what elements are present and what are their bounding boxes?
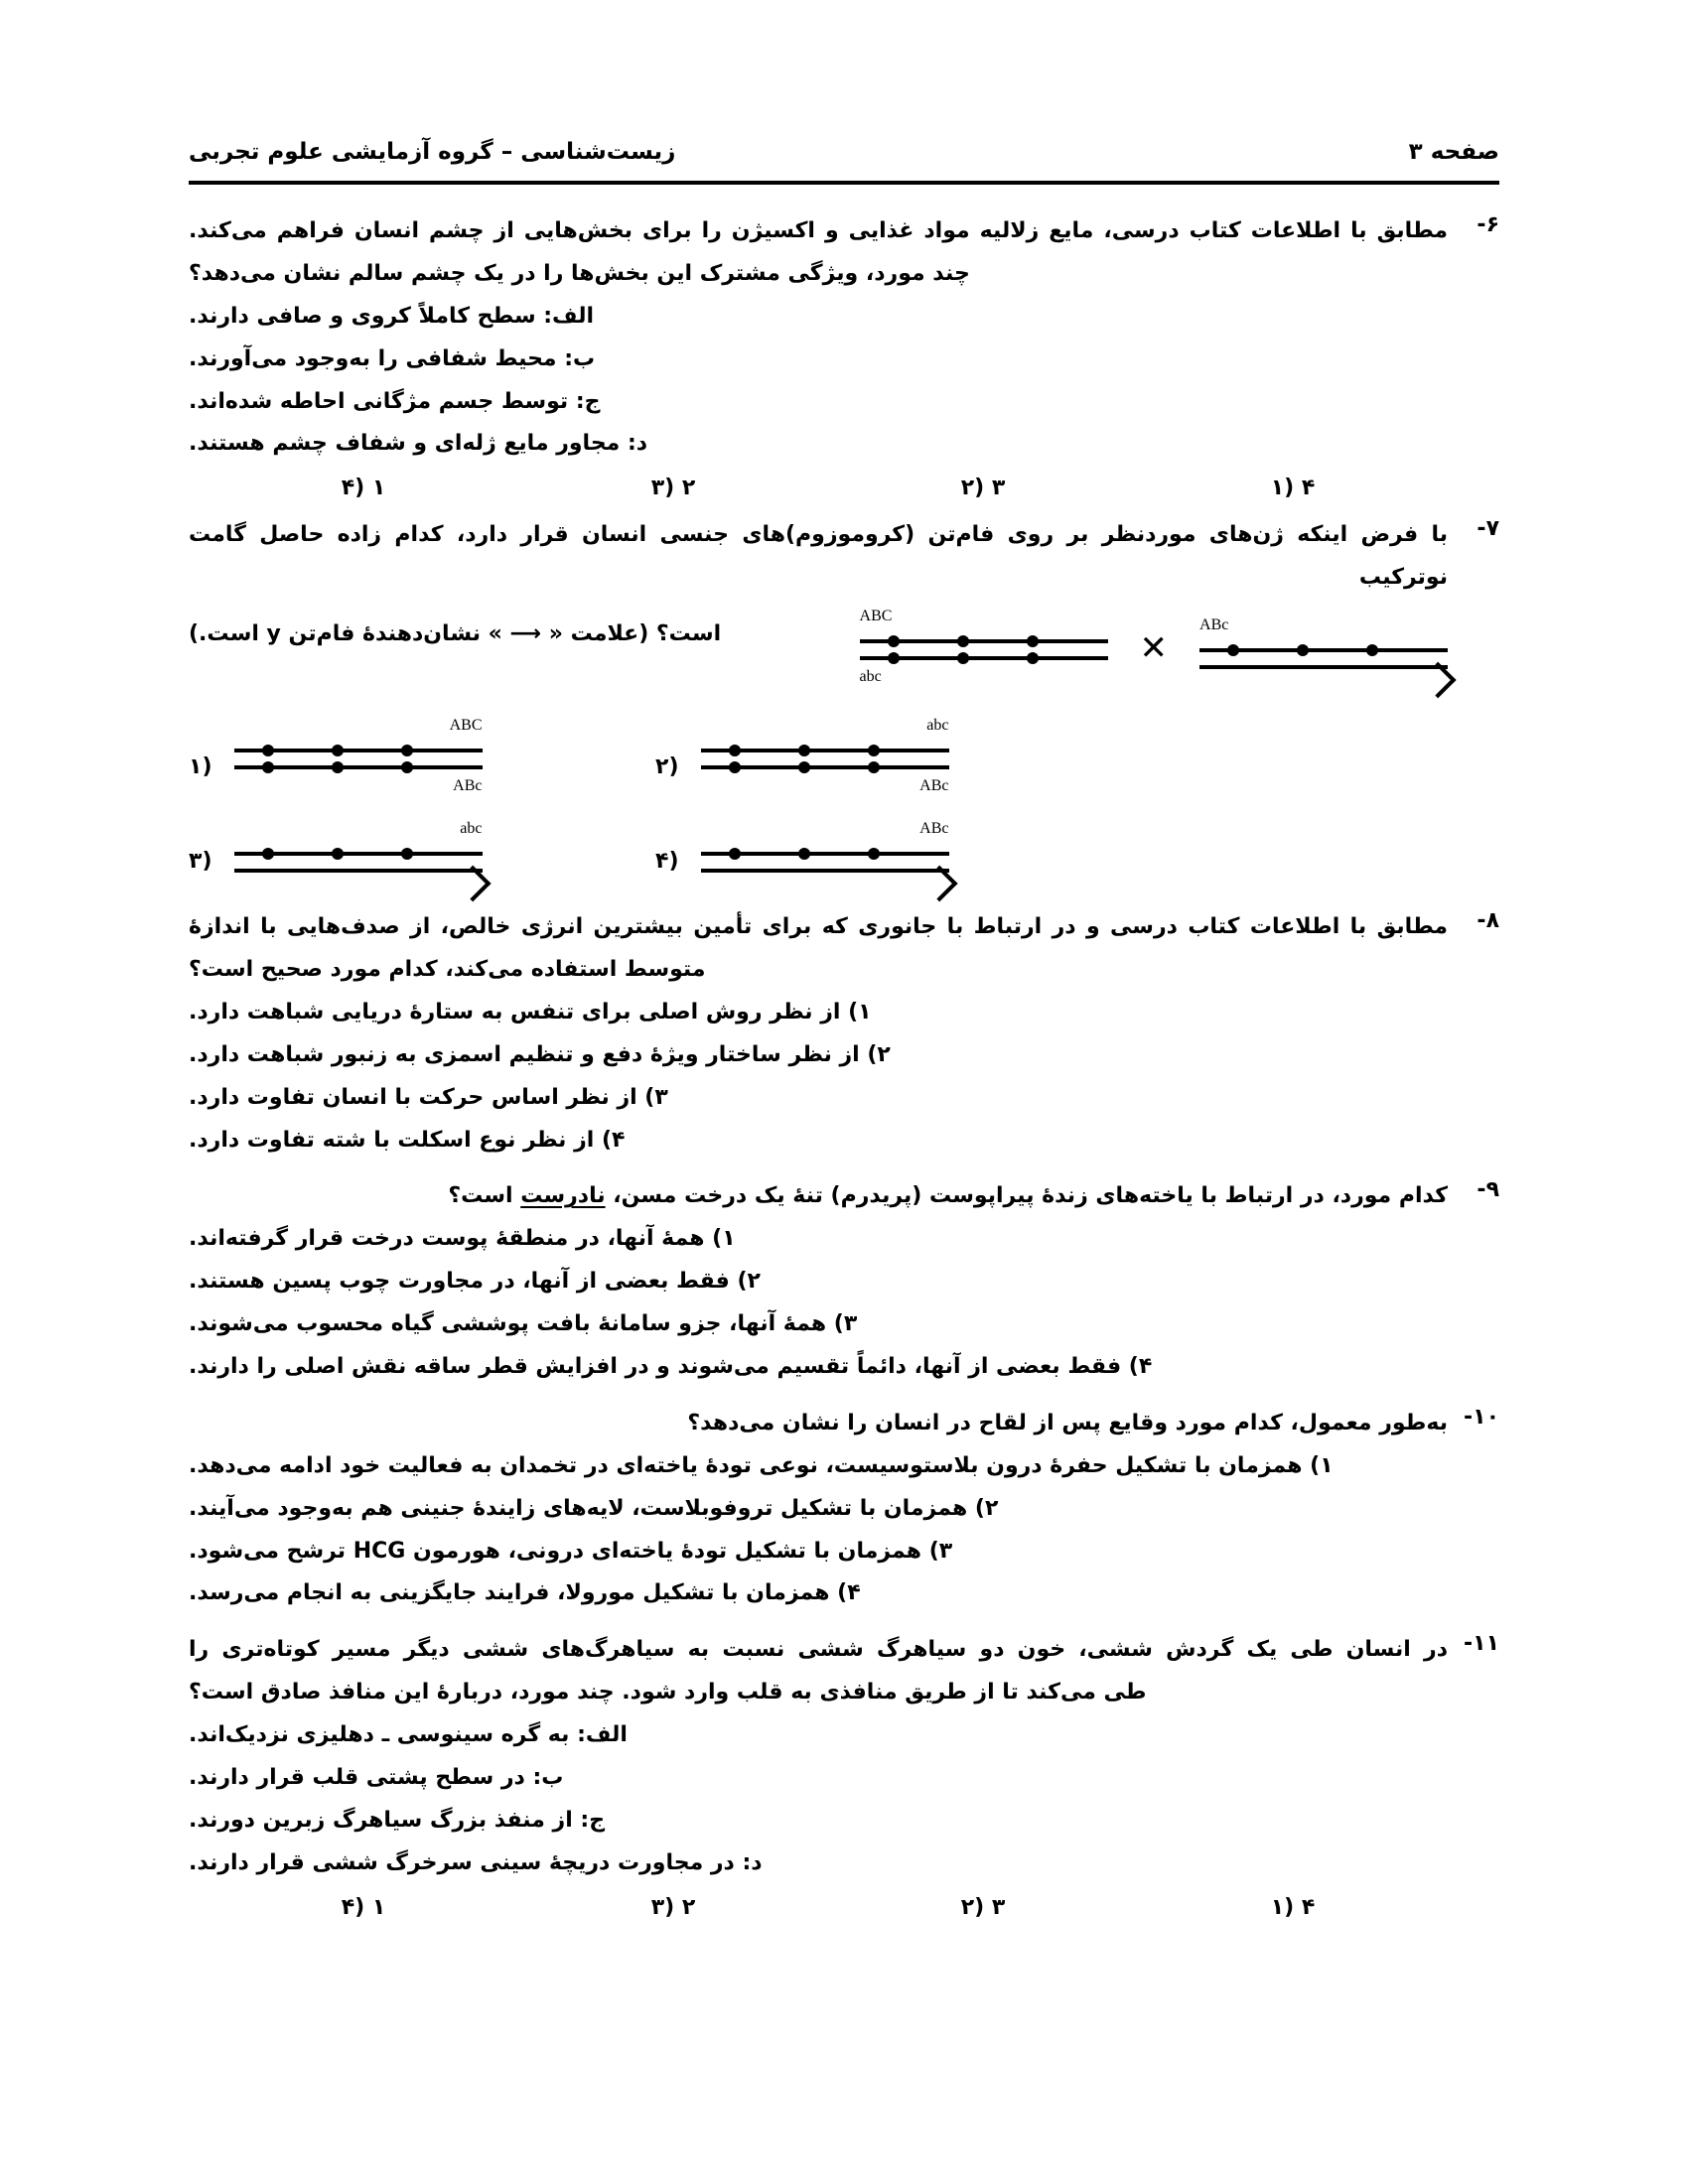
male-parent-chromosome [1199,614,1448,685]
question-7-option-2-diagram [701,715,949,802]
question-7-option-3[interactable] [189,818,655,888]
question-6-stem-line2: چند مورد، ویژگی مشترک این بخش‌ها را در یک چشم سالم نشان می‌دهد؟ [189,260,970,286]
question-7-diagram-options [189,715,1448,888]
question-6-choice-3[interactable]: ۲ (۳ [650,476,696,501]
gene-label: B [461,717,472,735]
female-parent-chromosome-bottom-labels [860,666,1108,693]
gene-locus-dot [1027,652,1039,664]
question-10-option-1[interactable]: ۱) همزمان با تشکیل حفرهٔ درون بلاستوسیست، نوعی تودهٔ یاخته‌ای در تخمدان به فعالیت خود ادامه می‌دهد. [189,1452,1334,1478]
question-7-option-3-diagram-top-bar [234,845,483,862]
question-7-option-row [189,715,1448,802]
question-6 [189,210,1499,500]
gene-label: b [866,668,875,686]
question-11-choice-4[interactable]: ۱ (۴ [341,1894,386,1920]
gene-locus-dot [401,848,413,860]
question-7-option-4-diagram-spacer [701,879,949,888]
gene-label: c [941,777,949,795]
question-11-choice-2[interactable]: ۳ (۲ [960,1894,1006,1920]
question-9-stem [189,1175,1448,1218]
question-7-option-4[interactable] [655,818,1122,888]
male-parent-chromosome-bottom-bar [1199,658,1448,675]
page-header [189,139,1499,165]
subject-title: زیست‌شناسی – گروه آزمایشی علوم تجربی [189,139,676,165]
female-parent-chromosome-top-labels [860,606,1108,632]
question-7 [189,514,1499,892]
gene-label: A [449,717,462,735]
question-7-option-3-diagram [234,818,483,888]
gene-label: B [871,608,882,625]
question-10-option-4[interactable]: ۴) همزمان با تشکیل مورولا، فرایند جایگزینی به انجام می‌رسد. [189,1580,861,1606]
question-10 [189,1403,1499,1615]
female-parent-chromosome-bottom-bar [860,649,1108,666]
question-11-statement-jim: ج: از منفذ بزرگ سیاهرگ زبرین دورند. [189,1807,606,1833]
question-6-choice-4[interactable]: ۱ (۴ [341,476,386,501]
gene-locus-dot [957,635,969,647]
gene-locus-dot [798,745,810,756]
question-7-option-1-tag: (۱ [189,753,212,779]
male-parent-chromosome-top-bar [1199,641,1448,658]
question-8-option-3[interactable]: ۳) از نظر اساس حرکت با انسان تفاوت دارد. [189,1084,668,1110]
gene-locus-dot [798,761,810,773]
gene-locus-dot [888,652,900,664]
question-9-option-4[interactable]: ۴) فقط بعضی از آنها، دائماً تقسیم می‌شوند و در افزایش قطر ساقه نقش اصلی را دارند. [189,1354,1153,1380]
gene-label: c [874,668,882,686]
question-9-number: ۹- [1477,1177,1499,1203]
gene-label: A [859,608,872,625]
gene-locus-dot [868,848,880,860]
gene-label: a [460,820,468,838]
question-11-stem-line2: طی می‌کند تا از طریق منافذی به قلب وارد شود. چند مورد، دربارهٔ این منافذ صادق است؟ [189,1680,1147,1706]
question-7-option-4-diagram-bottom-bar [701,862,949,879]
gene-locus-dot [332,848,344,860]
gene-locus-dot [729,848,741,860]
gene-label: C [881,608,893,625]
female-parent-chromosome [860,606,1108,693]
header-divider [189,181,1499,185]
gene-locus-dot [332,761,344,773]
question-9-stem-emphasis: نادرست [520,1183,606,1209]
question-6-statement-alef: الف: سطح کاملاً کروی و صافی دارند. [189,303,595,329]
question-11-statement-alef: الف: به گره سینوسی ـ دهلیزی نزدیک‌اند. [189,1722,628,1748]
question-6-statement-be: ب: محیط شفافی را به‌وجود می‌آورند. [189,345,596,371]
question-7-option-1-diagram [234,715,483,802]
female-parent-chromosome-top-bar [860,632,1108,649]
question-7-cross-diagram [860,606,1449,693]
question-9-option-3[interactable]: ۳) همهٔ آنها، جزو سامانهٔ بافت پوششی گیاه محسوب می‌شوند. [189,1311,858,1337]
question-10-option-3[interactable]: ۳) همزمان با تشکیل تودهٔ یاخته‌ای درونی، هورمون HCG ترشح می‌شود. [189,1538,953,1564]
question-7-option-2-diagram-top-labels [701,715,949,742]
cross-multiply-symbol: ✕ [1139,630,1168,668]
question-6-choice-2[interactable]: ۳ (۲ [960,476,1006,501]
gene-locus-dot [798,848,810,860]
gene-label: c [475,820,483,838]
question-6-choices [189,476,1448,500]
question-10-stem: به‌طور معمول، کدام مورد وقایع پس از لقاح در انسان را نشان می‌دهد؟ [687,1410,1448,1435]
question-11-stem-line1: در انسان طی یک گردش ششی، خون دو سیاهرگ ششی نسبت به سیاهرگ‌های ششی دیگر مسیر کوتاه‌تری را [189,1637,1448,1663]
question-7-stem-line2: است؟ (علامت « ⟶ » نشان‌دهندهٔ فام‌تن y است.) [189,621,722,647]
gene-label: B [930,820,942,838]
question-7-option-2-tag: (۲ [655,753,679,779]
gene-label: c [475,777,483,795]
question-7-option-1-diagram-bottom-bar [234,758,483,775]
question-11-number: ۱۱- [1464,1631,1499,1657]
question-7-option-4-diagram-top-bar [701,845,949,862]
question-9-option-2[interactable]: ۲) فقط بعضی از آنها، در مجاورت چوب پسین هستند. [189,1269,761,1295]
question-6-number: ۶- [1477,212,1499,237]
page-number: صفحه ۳ [1408,139,1499,165]
question-7-option-4-diagram-top-labels [701,818,949,845]
gene-locus-dot [262,761,274,773]
gene-locus-dot [729,761,741,773]
question-7-stem-line1: با فرض اینکه ژن‌های موردنظر بر روی فام‌تن (کروموزوم)های جنسی انسان قرار دارد، کدام زاده حاصل گامت نوترکیب [189,522,1448,591]
gene-locus-dot [1227,644,1239,656]
gene-label: B [464,777,476,795]
gene-locus-dot [1366,644,1378,656]
gene-locus-dot [262,848,274,860]
gene-label: c [941,717,949,735]
gene-label: a [859,668,867,686]
question-7-number: ۷- [1477,516,1499,542]
question-11-choice-3[interactable]: ۲ (۳ [650,1894,696,1920]
question-8 [189,906,1499,1161]
question-8-stem-line2: متوسط استفاده می‌کند، کدام مورد صحیح است؟ [189,957,706,983]
gene-locus-dot [957,652,969,664]
gene-locus-dot [262,745,274,756]
gene-label: c [1221,615,1229,633]
question-7-option-1-diagram-top-labels [234,715,483,742]
question-7-option-1[interactable] [189,715,655,802]
gene-label: b [467,820,476,838]
question-7-option-2-diagram-bottom-labels [701,775,949,802]
question-7-option-4-diagram [701,818,949,888]
question-10-number: ۱۰- [1464,1404,1499,1430]
gene-locus-dot [1027,635,1039,647]
question-7-option-2-diagram-bottom-bar [701,758,949,775]
gene-locus-dot [401,761,413,773]
gene-locus-dot [868,761,880,773]
question-11-choices [189,1895,1448,1920]
gene-locus-dot [332,745,344,756]
question-8-option-2[interactable]: ۲) از نظر ساختار ویژهٔ دفع و تنظیم اسمزی به زنبور شباهت دارد. [189,1041,891,1067]
question-11-statement-be: ب: در سطح پشتی قلب قرار دارند. [189,1765,564,1791]
male-parent-chromosome-top-labels [1199,614,1448,641]
question-7-option-3-diagram-top-labels [234,818,483,845]
gene-label: a [926,717,934,735]
gene-label: c [941,820,949,838]
question-9-option-1[interactable]: ۱) همهٔ آنها، در منطقهٔ پوست درخت قرار گرفته‌اند. [189,1226,736,1252]
question-11 [189,1629,1499,1919]
gene-label: C [471,717,483,735]
gene-locus-dot [729,745,741,756]
question-11-statement-dal: د: در مجاورت دریچهٔ سینی سرخرگ ششی قرار دارند. [189,1849,763,1875]
question-9-stem-prefix: کدام مورد، در ارتباط با یاخته‌های زندهٔ پیراپوست (پریدرم) تنهٔ یک درخت مسن، [605,1183,1448,1209]
gene-label: b [933,717,942,735]
gene-label: A [1199,615,1211,633]
question-7-option-3-diagram-bottom-bar [234,862,483,879]
question-6-statement-dal: د: مجاور مایع ژله‌ای و شفاف چشم هستند. [189,431,648,457]
question-6-stem-line1: مطابق با اطلاعات کتاب درسی، مایع زلالیه مواد غذایی و اکسیژن را برای بخش‌هایی از چشم انسان فراهم می‌کند. [189,218,1448,243]
gene-locus-dot [401,745,413,756]
question-9 [189,1175,1499,1388]
question-8-option-1[interactable]: ۱) از نظر روش اصلی برای تنفس به ستارهٔ دریایی شباهت دارد. [189,999,872,1024]
gene-locus-dot [1297,644,1309,656]
gene-label: A [453,777,465,795]
question-7-option-2[interactable] [655,715,1122,802]
gene-label: A [919,820,931,838]
gene-locus-dot [868,745,880,756]
gene-label: A [919,777,931,795]
question-7-option-3-tag: (۳ [189,849,212,875]
question-11-choice-1[interactable]: ۴ (۱ [1270,1894,1316,1920]
male-parent-chromosome-spacer [1199,675,1448,685]
gene-label: B [1210,615,1222,633]
question-9-stem-suffix: است؟ [448,1183,521,1209]
question-10-option-2[interactable]: ۲) همزمان با تشکیل تروفوبلاست، لایه‌های زایندهٔ جنینی هم به‌وجود می‌آیند. [189,1495,999,1521]
question-8-number: ۸- [1477,908,1499,934]
question-7-option-2-diagram-top-bar [701,742,949,758]
question-7-option-3-diagram-spacer [234,879,483,888]
question-6-choice-1[interactable]: ۴ (۱ [1270,476,1316,501]
gene-label: B [930,777,942,795]
question-6-statement-jim: ج: توسط جسم مژگانی احاطه شده‌اند. [189,388,601,414]
question-8-option-4[interactable]: ۴) از نظر نوع اسکلت با شته تفاوت دارد. [189,1127,626,1153]
question-8-stem-line1: مطابق با اطلاعات کتاب درسی و در ارتباط با جانوری که برای تأمین بیشترین انرژی خالص، از صدف‌هایی با اندازهٔ [189,914,1448,940]
gene-locus-dot [888,635,900,647]
question-7-option-1-diagram-top-bar [234,742,483,758]
question-7-option-4-tag: (۴ [655,849,679,875]
question-7-option-row [189,818,1448,888]
question-7-option-1-diagram-bottom-labels [234,775,483,802]
